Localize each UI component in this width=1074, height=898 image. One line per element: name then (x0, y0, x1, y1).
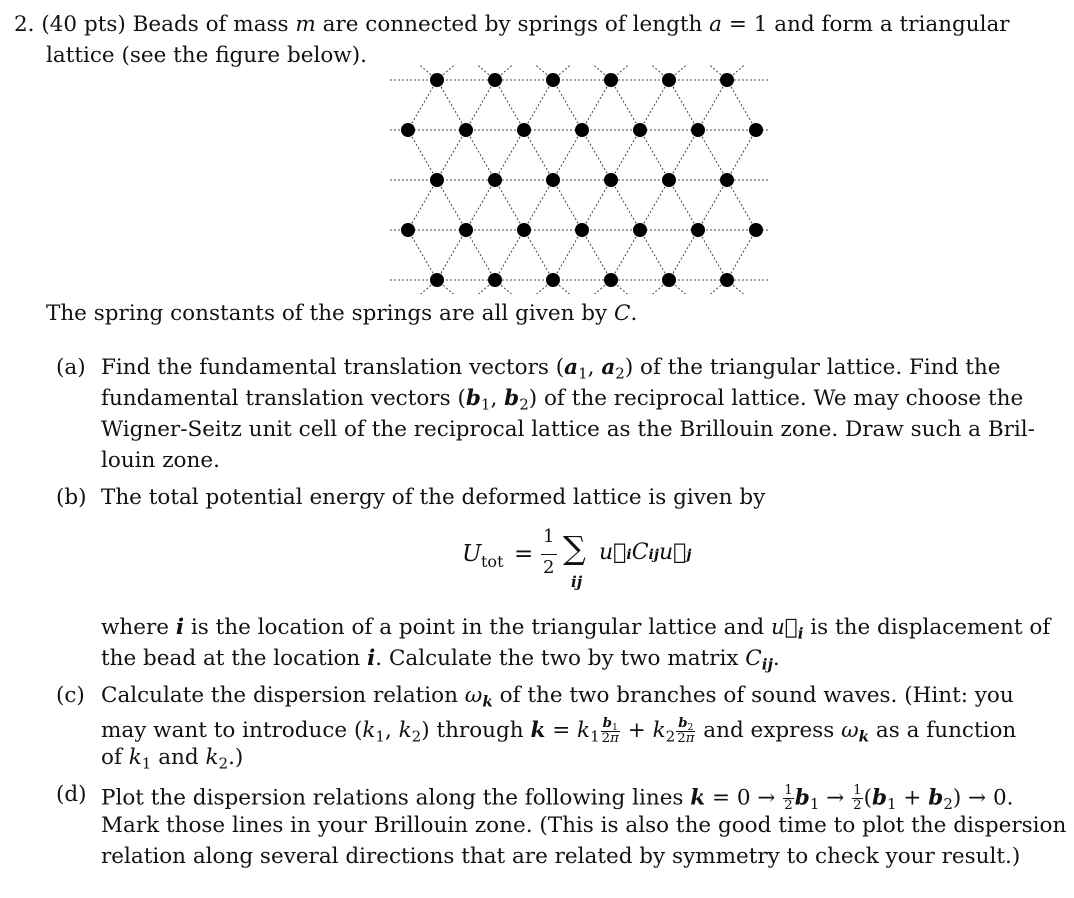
lattice-bond-diagonal (698, 230, 727, 280)
lattice-bond-diagonal (495, 80, 524, 130)
lattice-bond-diagonal (611, 80, 640, 130)
lattice-bond-diagonal (582, 180, 611, 230)
lattice-bond-diagonal (640, 230, 669, 280)
lattice-bond-diagonal (698, 80, 727, 130)
part-c-label: (c) (56, 683, 85, 708)
lattice-bond-diagonal (727, 130, 756, 180)
lattice-bond-diagonal (466, 180, 495, 230)
lattice-bond-diagonal (466, 130, 495, 180)
lattice-bond-diagonal (408, 80, 437, 130)
lattice-bond-diagonal (669, 130, 698, 180)
lattice-bead (604, 173, 618, 187)
part-c-line-1: Calculate the dispersion relation $\omega_k$ of the two branches of sound waves. (Hint: you (101, 683, 1014, 711)
lattice-bond-diagonal (640, 80, 669, 130)
lattice-bead (633, 123, 647, 137)
lattice-bead (488, 73, 502, 87)
lattice-bead (749, 223, 763, 237)
lattice-bead (517, 223, 531, 237)
lattice-bond-diagonal (727, 80, 756, 130)
lattice-bead (691, 223, 705, 237)
lattice-bead (459, 223, 473, 237)
lattice-bond-diagonal (437, 180, 466, 230)
part-a-line-2: fundamental translation vectors ($b_1$, $b_2$) of the reciprocal lattice. We may choose the (101, 386, 1024, 414)
lattice-bead (604, 73, 618, 87)
part-c-line-2: may want to introduce ($k_1$, $k_2$) through $k = k_1$ $\frac{b_1}{2\pi}$ + $k_2$ $\frac{b_2}{2\pi}$ and express $\omega_k$ as a function (101, 715, 1017, 746)
lattice-bond-diagonal (553, 230, 582, 280)
lattice-bond-diagonal (582, 230, 611, 280)
lattice-bond-diagonal (669, 180, 698, 230)
part-d-label: (d) (56, 782, 87, 807)
lattice-bond-diagonal (669, 80, 698, 130)
lattice-bond-diagonal (611, 130, 640, 180)
lattice-bond-diagonal (524, 130, 553, 180)
triangular-lattice-figure (390, 62, 770, 294)
lattice-bead (662, 273, 676, 287)
lattice-bead (720, 173, 734, 187)
lattice-bond-diagonal (727, 230, 756, 280)
lattice-bond-diagonal (553, 130, 582, 180)
lattice-bond-diagonal (524, 180, 553, 230)
problem-line-1: 2. (40 pts) Beads of mass m are connected by springs of length a = 1 and form a triangular (14, 12, 1010, 37)
lattice-bead (546, 273, 560, 287)
lattice-bond-diagonal (582, 130, 611, 180)
lattice-bond-diagonal (437, 230, 466, 280)
lattice-bead (546, 73, 560, 87)
lattice-bond-diagonal (553, 80, 582, 130)
lattice-bond-diagonal (466, 230, 495, 280)
lattice-bead (691, 123, 705, 137)
lattice-bead (430, 73, 444, 87)
lattice-bead (546, 173, 560, 187)
part-d-line-1: Plot the dispersion relations along the following lines k = 0 → $\frac{1}{2}$ $b_1$ → $\frac{1}{2}$ $(b_1 + b_2) \to 0$. (101, 783, 1014, 813)
spring-constant-sentence: The spring constants of the springs are all given by C. (46, 301, 638, 326)
lattice-bead (488, 173, 502, 187)
part-b-line-1: The total potential energy of the deformed lattice is given by (101, 485, 766, 510)
part-c-line-3: of $k_1$ and $k_2$.) (101, 745, 244, 773)
part-a-line-1: Find the fundamental translation vectors ($a_1$, $a_2$) of the triangular lattice. Find the (101, 355, 1001, 383)
lattice-bead (662, 173, 676, 187)
lattice-bond-diagonal (611, 180, 640, 230)
lattice-bond-diagonal (640, 180, 669, 230)
lattice-bond-diagonal (669, 230, 698, 280)
lattice-bead (401, 223, 415, 237)
lattice-bond-diagonal (727, 180, 756, 230)
lattice-bond-diagonal (495, 230, 524, 280)
lattice-bead (459, 123, 473, 137)
lattice-bond-diagonal (640, 130, 669, 180)
lattice-bead (575, 123, 589, 137)
lattice-bead (401, 123, 415, 137)
lattice-bond-diagonal (698, 130, 727, 180)
part-d-line-3: relation along several directions that are related by symmetry to check your result.) (101, 844, 1021, 869)
part-a-line-3: Wigner-Seitz unit cell of the reciprocal lattice as the Brillouin zone. Draw such a Bril- (101, 417, 1035, 442)
lattice-bead (662, 73, 676, 87)
lattice-bond-diagonal (495, 130, 524, 180)
lattice-bead (517, 123, 531, 137)
lattice-bead (633, 223, 647, 237)
lattice-bead (720, 273, 734, 287)
part-b-label: (b) (56, 485, 87, 510)
lattice-bond-diagonal (611, 230, 640, 280)
problem-number: 2. (14, 12, 35, 37)
problem-line-2: lattice (see the figure below). (46, 43, 367, 68)
lattice-bond-diagonal (466, 80, 495, 130)
lattice-bead (430, 273, 444, 287)
lattice-bond-diagonal (698, 180, 727, 230)
lattice-bead (720, 73, 734, 87)
lattice-bond-diagonal (408, 130, 437, 180)
lattice-bond-diagonal (408, 230, 437, 280)
lattice-bond-diagonal (553, 180, 582, 230)
lattice-bond-diagonal (582, 80, 611, 130)
lattice-bond-diagonal (408, 180, 437, 230)
lattice-bead (488, 273, 502, 287)
lattice-bond-diagonal (437, 130, 466, 180)
lattice-bead (604, 273, 618, 287)
lattice-bead (749, 123, 763, 137)
part-b-line-3: the bead at the location i. Calculate the two by two matrix $C_{ij}$. (101, 646, 780, 674)
lattice-bond-diagonal (524, 230, 553, 280)
lattice-bond-diagonal (437, 80, 466, 130)
lattice-bead (575, 223, 589, 237)
lattice-bond-diagonal (495, 180, 524, 230)
lattice-bead (430, 173, 444, 187)
part-a-line-4: louin zone. (101, 448, 220, 473)
part-d-line-2: Mark those lines in your Brillouin zone. (This is also the good time to plot the dispersion (101, 813, 1067, 838)
part-b-line-2: where i is the location of a point in the triangular lattice and $u⃗_i$ is the displacement of (101, 615, 1051, 643)
lattice-bond-diagonal (524, 80, 553, 130)
part-a-label: (a) (56, 355, 86, 380)
